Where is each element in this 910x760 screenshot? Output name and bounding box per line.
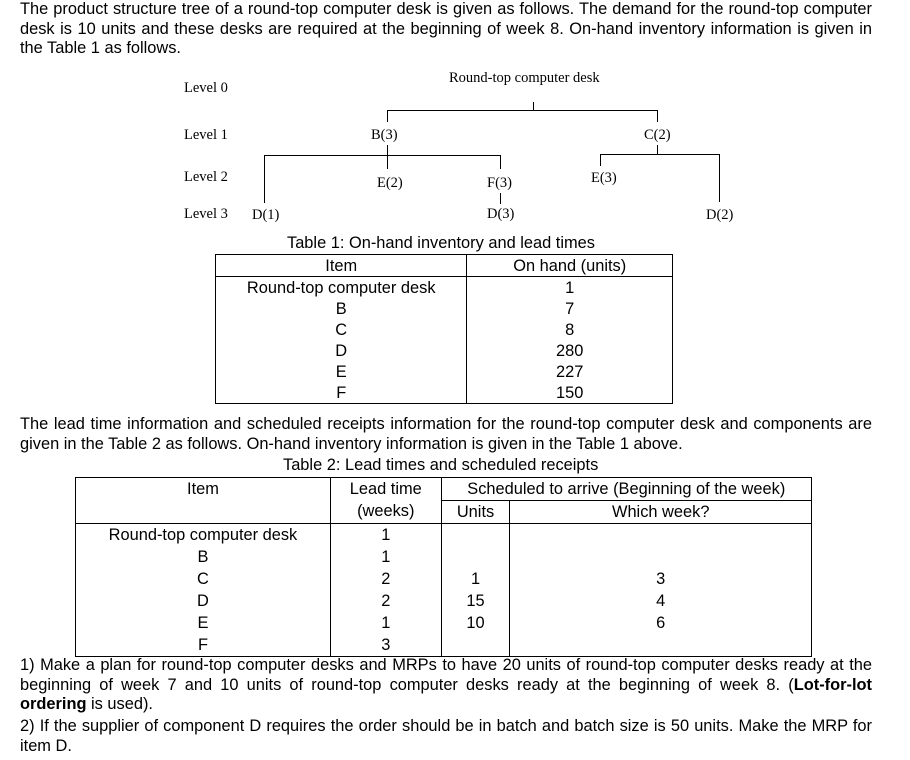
table-row bbox=[76, 546, 812, 568]
table1-header-row bbox=[216, 255, 673, 277]
tree-node-f3: F(3) bbox=[487, 175, 512, 191]
connector-root-stem bbox=[533, 102, 534, 110]
connector-to-d1 bbox=[264, 155, 265, 203]
tree-node-root: Round-top computer desk bbox=[449, 70, 600, 86]
middle-paragraph: The lead time information and scheduled receipts information for the round-top computer desk and components are given in the Table 2 as follows. On-hand inventory information is given in the Table 1 above. bbox=[20, 415, 872, 453]
table1-cell: 1 bbox=[467, 277, 673, 299]
table-row bbox=[76, 590, 812, 612]
table1-cell: 150 bbox=[467, 382, 673, 404]
level-2-label: Level 2 bbox=[184, 169, 228, 185]
table2-cell bbox=[510, 546, 812, 568]
question-1-tail: is used). bbox=[86, 695, 153, 713]
table1-header-onhand: On hand (units) bbox=[467, 255, 673, 277]
level-1-label: Level 1 bbox=[184, 127, 228, 143]
tree-node-e2: E(2) bbox=[377, 175, 403, 191]
table2-cell: E bbox=[76, 612, 331, 634]
table1-onhand bbox=[215, 254, 673, 404]
connector-to-f3 bbox=[500, 155, 501, 169]
table2-cell: D bbox=[76, 590, 331, 612]
table2-header-item-cont bbox=[76, 501, 331, 524]
table2-header-scheduled: Scheduled to arrive (Beginning of the week) bbox=[441, 478, 811, 501]
level-0-label: Level 0 bbox=[184, 80, 228, 96]
question-2: 2) If the supplier of component D requires the order should be in batch and batch size is 50 units. Make the MRP for item D. bbox=[20, 717, 872, 755]
intro-paragraph: The product structure tree of a round-top computer desk is given as follows. The demand for the round-top computer desk is 10 units and these desks are required at the beginning of week 8. On-hand inventory information is given in the Table 1 as follows. bbox=[20, 0, 872, 57]
connector-to-c bbox=[657, 110, 658, 122]
level-3-label: Level 3 bbox=[184, 206, 228, 222]
table1-cell: 8 bbox=[467, 319, 673, 340]
connector-level1-bar bbox=[387, 110, 658, 111]
connector-to-e3 bbox=[600, 154, 601, 166]
connector-b-bar bbox=[264, 155, 501, 156]
table2-cell: F bbox=[76, 634, 331, 657]
table2-caption: Table 2: Lead times and scheduled receipts bbox=[283, 456, 599, 474]
table-row bbox=[216, 340, 673, 361]
connector-b-stem bbox=[387, 145, 388, 155]
table2-header-week: Which week? bbox=[510, 501, 812, 524]
tree-node-c: C(2) bbox=[644, 127, 671, 143]
table2-cell bbox=[441, 524, 510, 547]
question-1 bbox=[20, 656, 872, 715]
table1-cell: 7 bbox=[467, 298, 673, 319]
question-1-bold: Lot-for-lot ordering bbox=[20, 675, 872, 713]
tree-node-d2: D(2) bbox=[706, 207, 734, 223]
table2-cell: 1 bbox=[441, 568, 510, 590]
table2-cell: 1 bbox=[330, 524, 441, 547]
table2-header-row-1 bbox=[76, 478, 812, 501]
table2-header-row-2 bbox=[76, 501, 812, 524]
tree-node-e3: E(3) bbox=[591, 170, 617, 186]
table2-cell: 1 bbox=[330, 546, 441, 568]
table1-header-item: Item bbox=[216, 255, 467, 277]
table2-header-item: Item bbox=[76, 478, 331, 501]
table2-header-lead-1: Lead time bbox=[330, 478, 441, 501]
connector-f3-to-d3 bbox=[500, 193, 501, 204]
connector-to-d2 bbox=[719, 154, 720, 202]
table1-cell: Round-top computer desk bbox=[216, 277, 467, 299]
table1-cell: F bbox=[216, 382, 467, 404]
table2-cell bbox=[510, 634, 812, 657]
connector-c-bar bbox=[600, 154, 720, 155]
table1-cell: 280 bbox=[467, 340, 673, 361]
tree-node-d1: D(1) bbox=[252, 207, 280, 223]
table2-cell bbox=[441, 634, 510, 657]
table2-header-lead-2: (weeks) bbox=[330, 501, 441, 524]
table2-cell: 6 bbox=[510, 612, 812, 634]
table2-cell: 15 bbox=[441, 590, 510, 612]
question-1-text: 1) Make a plan for round-top computer desks and MRPs to have 20 units of round-top computer desks ready at the beginning of week 7 and 10 units of round-top computer desks ready at the beginning of week 8. ( bbox=[20, 656, 872, 694]
table-row bbox=[76, 634, 812, 657]
table1-cell: 227 bbox=[467, 361, 673, 382]
table2-cell: B bbox=[76, 546, 331, 568]
table-row bbox=[76, 524, 812, 547]
table-row bbox=[216, 382, 673, 404]
table-row bbox=[216, 319, 673, 340]
table-row bbox=[216, 277, 673, 299]
table-row bbox=[76, 612, 812, 634]
table1-caption: Table 1: On-hand inventory and lead times bbox=[287, 234, 595, 252]
tree-node-b: B(3) bbox=[371, 127, 398, 143]
table2-cell: 2 bbox=[330, 568, 441, 590]
table2-cell bbox=[510, 524, 812, 547]
table2-cell: 4 bbox=[510, 590, 812, 612]
table2-cell: 3 bbox=[510, 568, 812, 590]
table2-cell: C bbox=[76, 568, 331, 590]
table2-cell: 3 bbox=[330, 634, 441, 657]
table1-cell: C bbox=[216, 319, 467, 340]
table1-cell: B bbox=[216, 298, 467, 319]
table1-cell: E bbox=[216, 361, 467, 382]
table2-leadtimes bbox=[75, 477, 812, 657]
table2-cell: 1 bbox=[330, 612, 441, 634]
table2-cell: 2 bbox=[330, 590, 441, 612]
tree-node-d3: D(3) bbox=[487, 206, 515, 222]
table-row bbox=[216, 298, 673, 319]
table2-cell: 10 bbox=[441, 612, 510, 634]
connector-to-b bbox=[387, 110, 388, 122]
table2-header-units: Units bbox=[441, 501, 510, 524]
table2-cell: Round-top computer desk bbox=[76, 524, 331, 547]
connector-to-e2 bbox=[387, 155, 388, 169]
table2-cell bbox=[441, 546, 510, 568]
table1-cell: D bbox=[216, 340, 467, 361]
table-row bbox=[216, 361, 673, 382]
connector-c-stem bbox=[657, 145, 658, 154]
table-row bbox=[76, 568, 812, 590]
